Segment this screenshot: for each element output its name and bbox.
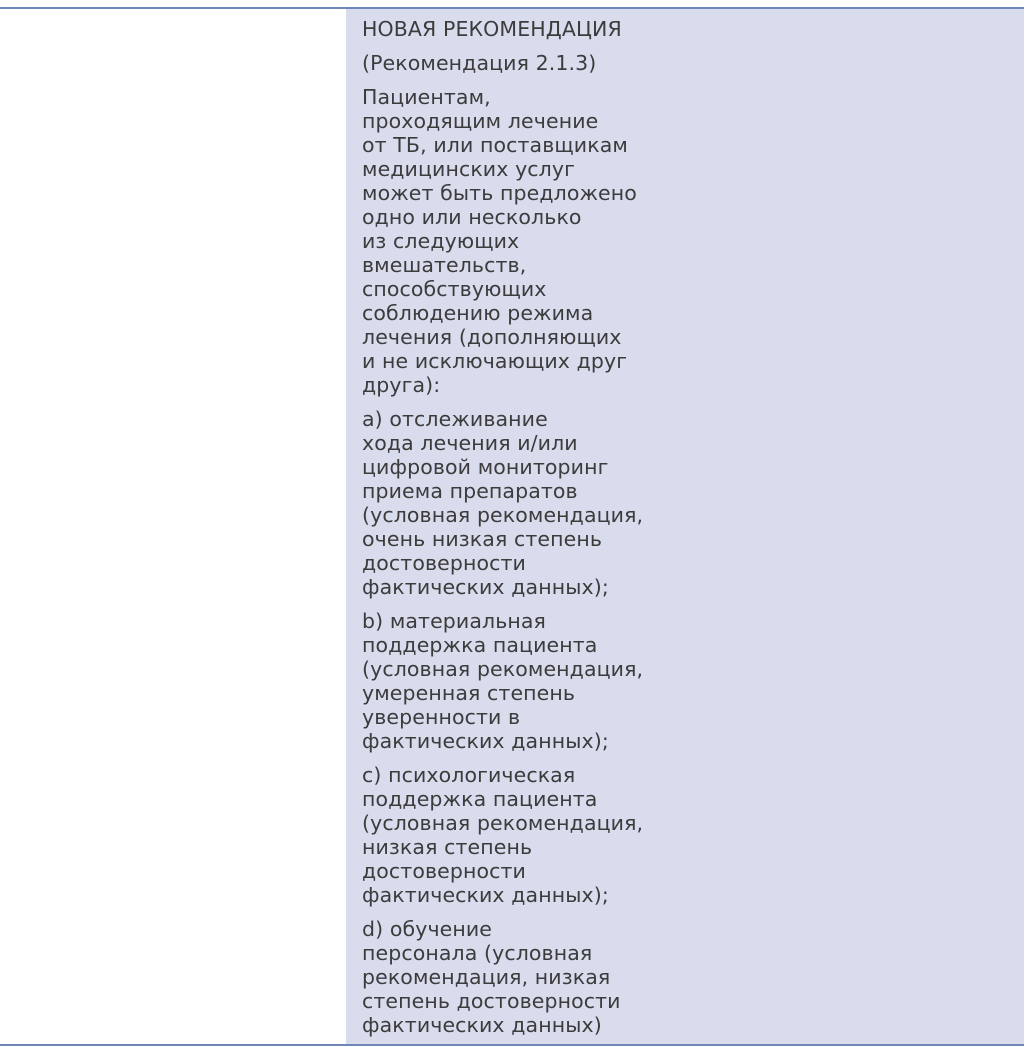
recommendation-item-b: b) материальная поддержка пациента (условная рекомендация, умеренная степень уверенности в фактических данных); — [362, 609, 644, 753]
recommendation-item-c: c) психологическая поддержка пациента (условная рекомендация, низкая степень достоверности фактических данных); — [362, 763, 644, 907]
recommendation-cell — [346, 9, 1024, 1044]
recommendation-item-d: d) обучение персонала (условная рекомендация, низкая степень достоверности фактических данных) — [362, 917, 621, 1037]
recommendation-reference: (Рекомендация 2.1.3) — [362, 51, 597, 75]
recommendation-item-a: a) отслеживание хода лечения и/или цифровой мониторинг приема препаратов (условная рекомендация, очень низкая степень достоверности фактических данных); — [362, 407, 644, 599]
recommendation-content — [362, 17, 662, 1037]
table-bottom-rule — [0, 1044, 1024, 1046]
recommendation-intro: Пациентам, проходящим лечение от ТБ, или поставщикам медицинских услуг может быть предложено одно или несколько из следующих вмешательств, способствующих соблюдению режима лечения (дополняющих и не исключающих друг друга): — [362, 85, 637, 397]
recommendation-heading: НОВАЯ РЕКОМЕНДАЦИЯ — [362, 17, 622, 41]
table-left-cell — [0, 9, 346, 1044]
